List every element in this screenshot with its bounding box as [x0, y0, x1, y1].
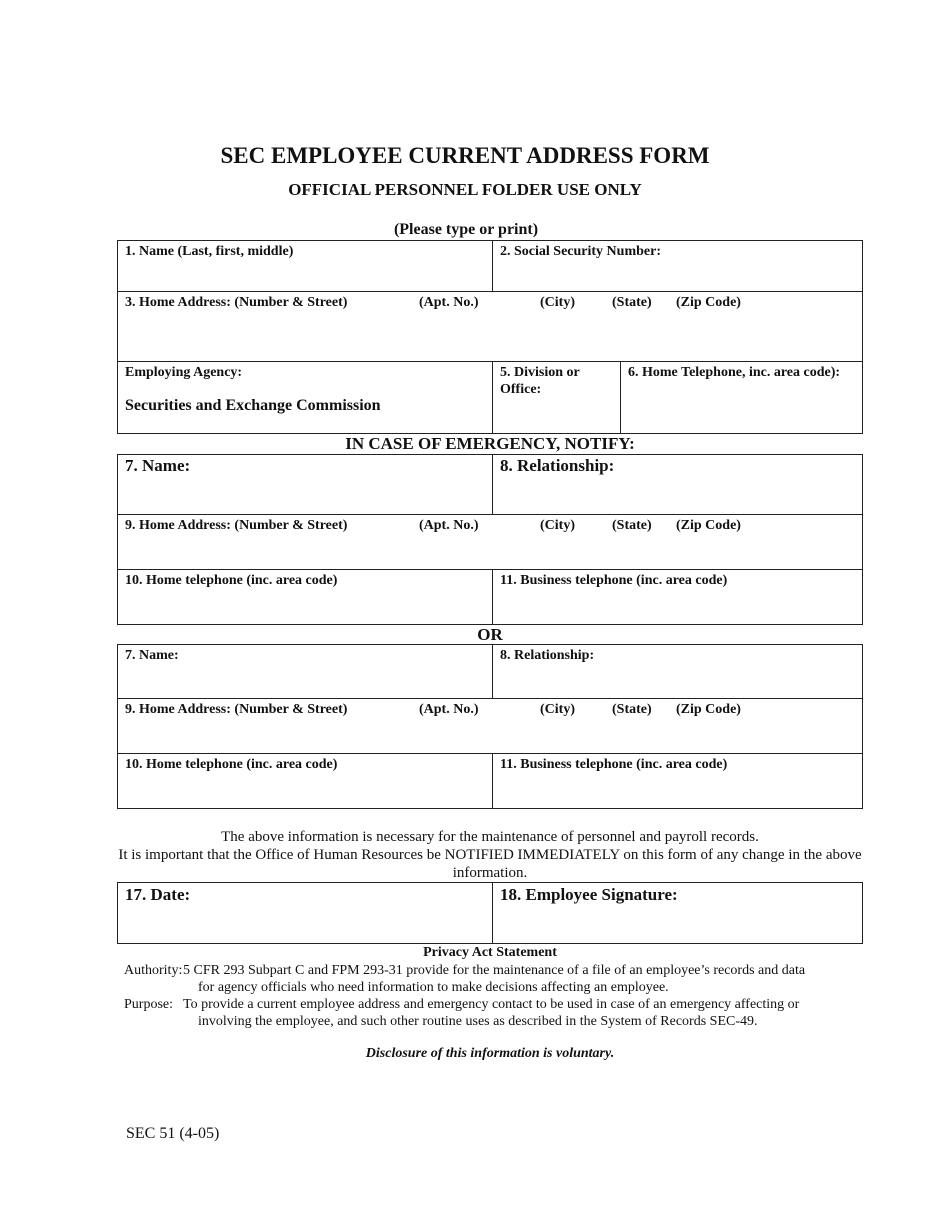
form-subtitle: OFFICIAL PERSONNEL FOLDER USE ONLY: [288, 180, 642, 199]
authority-text: [183, 962, 864, 996]
contact2-relationship-field[interactable]: [493, 645, 862, 698]
privacy-act-title: Privacy Act Statement: [423, 945, 557, 960]
contact2-relationship-label: 8. Relationship:: [500, 648, 595, 663]
employee-signature-field[interactable]: [493, 883, 862, 943]
contact1-address-street-label: 9. Home Address: (Number & Street): [125, 518, 348, 533]
contact2-address-field[interactable]: [118, 699, 862, 753]
contact1-relationship-field[interactable]: [493, 455, 862, 514]
date-field[interactable]: [118, 883, 491, 943]
contact1-address-apt-label: (Apt. No.): [419, 518, 479, 533]
employee-address-field[interactable]: [118, 292, 862, 361]
division-office-label: 5. Division or Office:: [500, 365, 580, 397]
purpose-line-1: To provide a current employee address and emergency contact to be used in case of an emergency affecting or: [183, 997, 800, 1012]
address-street-label: 3. Home Address: (Number & Street): [125, 295, 348, 310]
address-state-label: (State): [612, 295, 652, 310]
or-separator: OR: [477, 625, 503, 644]
home-telephone-label: 6. Home Telephone, inc. area code):: [628, 365, 841, 380]
contact1-relationship-label: 8. Relationship:: [500, 456, 615, 475]
contact1-address-zip-label: (Zip Code): [676, 518, 741, 533]
privacy-purpose: [124, 996, 864, 1030]
contact2-address-state-label: (State): [612, 702, 652, 717]
contact2-home-phone-field[interactable]: [118, 754, 491, 808]
division-office-field[interactable]: [493, 362, 619, 433]
notice-line-1: The above information is necessary for the maintenance of personnel and payroll records.: [221, 829, 759, 845]
contact1-address-state-label: (State): [612, 518, 652, 533]
contact1-business-phone-label: 11. Business telephone (inc. area code): [500, 573, 728, 588]
employing-agency-label: Employing Agency:: [125, 365, 243, 380]
purpose-text: [183, 996, 864, 1030]
contact1-address-field[interactable]: [118, 515, 862, 569]
contact2-business-phone-field[interactable]: [493, 754, 862, 808]
notice-line-2: It is important that the Office of Human Resources be NOTIFIED IMMEDIATELY on this form of any change in the above information.: [118, 847, 862, 881]
ssn-label: 2. Social Security Number:: [500, 244, 661, 259]
contact2-address-street-label: 9. Home Address: (Number & Street): [125, 702, 348, 717]
contact2-address-apt-label: (Apt. No.): [419, 702, 479, 717]
contact1-home-phone-field[interactable]: [118, 570, 491, 624]
contact1-business-phone-field[interactable]: [493, 570, 862, 624]
contact2-address-zip-label: (Zip Code): [676, 702, 741, 717]
contact1-address-city-label: (City): [540, 518, 575, 533]
home-telephone-field[interactable]: [621, 362, 862, 433]
form-instruction: (Please type or print): [393, 221, 539, 238]
contact2-name-field[interactable]: [118, 645, 491, 698]
contact1-name-field[interactable]: [118, 455, 491, 514]
contact1-name-label: 7. Name:: [125, 456, 191, 475]
employee-signature-label: 18. Employee Signature:: [500, 885, 678, 904]
address-apt-label: (Apt. No.): [419, 295, 479, 310]
contact2-address-city-label: (City): [540, 702, 575, 717]
employing-agency-field: [118, 362, 491, 433]
address-city-label: (City): [540, 295, 575, 310]
ssn-field[interactable]: [493, 241, 862, 291]
purpose-key: Purpose:: [124, 997, 173, 1012]
employee-name-field[interactable]: [118, 241, 491, 291]
contact2-name-label: 7. Name:: [125, 648, 179, 663]
form-number: SEC 51 (4-05): [126, 1125, 220, 1142]
employee-name-label: 1. Name (Last, first, middle): [125, 244, 294, 259]
authority-line-2: for agency officials who need information to make decisions affecting an employee.: [198, 980, 669, 995]
contact2-business-phone-label: 11. Business telephone (inc. area code): [500, 757, 728, 772]
disclosure-statement: Disclosure of this information is voluntary.: [365, 1046, 615, 1061]
purpose-line-2: involving the employee, and such other routine uses as described in the System of Records SEC-49.: [198, 1014, 758, 1029]
employing-agency-value: Securities and Exchange Commission: [125, 397, 381, 414]
contact2-home-phone-label: 10. Home telephone (inc. area code): [125, 757, 338, 772]
privacy-authority: [124, 962, 864, 996]
emergency-heading: IN CASE OF EMERGENCY, NOTIFY:: [345, 434, 635, 453]
form-title: SEC EMPLOYEE CURRENT ADDRESS FORM: [220, 143, 710, 168]
authority-line-1: 5 CFR 293 Subpart C and FPM 293-31 provide for the maintenance of a file of an employee’s records and data: [183, 963, 806, 978]
authority-key: Authority:: [124, 963, 183, 978]
contact1-home-phone-label: 10. Home telephone (inc. area code): [125, 573, 338, 588]
notice-text: [117, 828, 863, 882]
date-label: 17. Date:: [125, 885, 191, 904]
address-zip-label: (Zip Code): [676, 295, 741, 310]
